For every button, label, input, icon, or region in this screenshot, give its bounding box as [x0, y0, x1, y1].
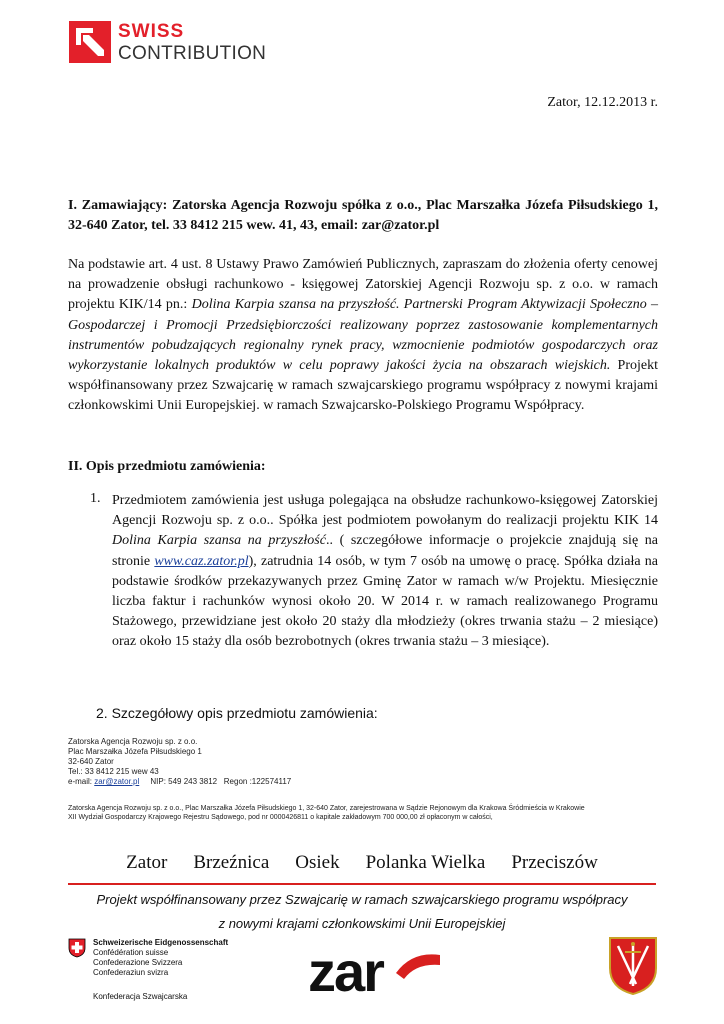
project-funding-line-1: Projekt współfinansowany przez Szwajcarię w ramach szwajcarskiego programu współpracy: [96, 892, 628, 907]
registry-line: Zatorska Agencja Rozwoju sp. z o.o., Plac Marszałka Józefa Piłsudskiego 1, 32-640 Zator, zarejestrowana w Sądzie Rejonowym dla Krakowa Śródmieścia w Krakowie: [68, 805, 585, 812]
town-name: Zator: [126, 852, 168, 873]
swiss-confederation-text: [93, 938, 228, 1002]
item1-part-b: .. ( szczegółowe informacje o projekcie znajdują się na stronie: [112, 533, 658, 569]
section-2-heading: II. Opis przedmiotu zamówienia:: [68, 459, 266, 474]
project-funding-line-2: z nowymi krajami członkowskimi Unii Europejskiej: [218, 916, 506, 931]
town-name: Polanka Wielka: [365, 852, 486, 873]
project-website-link[interactable]: www.caz.zator.pl: [154, 553, 249, 569]
email-link[interactable]: zar@zator.pl: [94, 777, 140, 786]
address-line: Zatorska Agencja Rozwoju sp. z o.o.: [68, 737, 198, 746]
project-title: Dolina Karpia szansa na przyszłość. Partnerski Program Aktywizacji Społeczno – Gospodarczej i Promocji Przedsiębiorczości realizowany poprzez zastosowanie komplementarnych instrumentów pobudzających regionalny rynek pracy, wzmocnienie podmiotów gospodarczych oraz wykorzystanie lokalnych produktów w celu poprawy jakości życia na obszarach wiejskich.: [68, 297, 658, 374]
swiss-contribution-logo-icon: [69, 21, 111, 63]
item1-part-a: Przedmiotem zamówienia jest usługa polegająca na obsłudze rachunkowo-księgowej Zatorskiej Agencji Rozwoju sp. z o.o.. Spółka jest podmiotem powołanym do realizacji projektu KIK 14: [112, 493, 658, 529]
intro-paragraph: [68, 255, 658, 417]
divider: [68, 883, 656, 885]
list-item-number: 1.: [90, 491, 101, 506]
tax-ids: NIP: 549 243 3812 Regon :122574117: [139, 777, 292, 786]
item1-project-name: Dolina Karpia szansa na przyszłość: [112, 533, 326, 549]
town-name: Osiek: [295, 852, 340, 873]
logo-swiss-text: SWISS: [118, 21, 185, 42]
section-1-heading: I. Zamawiający: Zatorska Agencja Rozwoju spółka z o.o., Plac Marszałka Józefa Piłsudskiego 1, 32-640 Zator, tel. 33 8412 215 wew. 41, 43, email: zar@zator.pl: [68, 198, 658, 234]
intro-tail: Projekt współfinansowany przez Szwajcarię w ramach szwajcarskiego programu współpracy z nowymi krajami członkowskimi Unii Europejskiej. w ramach Szwajcarsko-Polskiego Programu Współpracy.: [68, 358, 658, 414]
address-line: Plac Marszałka Józefa Piłsudskiego 1: [68, 747, 202, 756]
zator-coat-of-arms-icon: [608, 936, 658, 996]
swiss-coat-of-arms-icon: [68, 938, 86, 958]
registry-line: XII Wydział Gospodarczy Krajowego Rejestru Sądowego, pod nr 0000426811 o kapitale zakładowym 700 000,00 zł opłaconym w całości,: [68, 813, 493, 821]
address-line: Tel.: 33 8412 215 wew 43: [68, 767, 159, 776]
email-label: e-mail:: [68, 777, 95, 786]
registry-note: [68, 805, 668, 822]
list-item-2: 2. Szczegółowy opis przedmiotu zamówienia:: [96, 705, 378, 721]
towns-row: [0, 852, 724, 874]
document-date: Zator, 12.12.2013 r.: [547, 95, 658, 110]
confederation-polish: Konfederacja Szwajcarska: [93, 992, 188, 1001]
footer-address: [68, 737, 291, 787]
logo-contribution-text: CONTRIBUTION: [118, 43, 267, 64]
intro-lead: Na podstawie art. 4 ust. 8 Ustawy Prawo Zamówień Publicznych, zapraszam do złożenia oferty cenowej na prowadzenie obsługi rachunkowo - księgowej Zatorskiej Agencji Rozwoju sp. z o.o. w ramach projektu KIK/14 pn.:: [68, 257, 658, 313]
list-item-description: [112, 491, 658, 653]
address-line: 32-640 Zator: [68, 757, 114, 766]
confederation-line: Schweizerische Eidgenossenschaft: [93, 938, 229, 947]
confederation-line: Confederazione Svizzera: [93, 958, 183, 967]
address-contact-line: [68, 777, 291, 787]
zar-logo: [308, 945, 440, 995]
item1-part-c: ), zatrudnia 14 osób, w tym 7 osób na umowę o pracę. Spółka działa na podstawie środków przekazywanych przez Gminę Zator w ramach w/w Projektu. Miesięcznie liczba faktur i rachunków wynosi około 20. W 2014 r. w ramach realizowanego Programu Stażowego, przewidziane jest około 20 staży dla młodzieży (okres trwania stażu – 2 miesiące) oraz około 15 staży dla osób bezrobotnych (okres trwania stażu – 3 miesiące).: [112, 553, 658, 650]
confederation-line: Confédération suisse: [93, 948, 169, 957]
confederation-line: Confederaziun svizra: [93, 968, 169, 977]
town-name: Brzeźnica: [193, 852, 270, 873]
zar-logo-text: zar: [308, 945, 383, 995]
town-name: Przeciszów: [511, 852, 598, 873]
